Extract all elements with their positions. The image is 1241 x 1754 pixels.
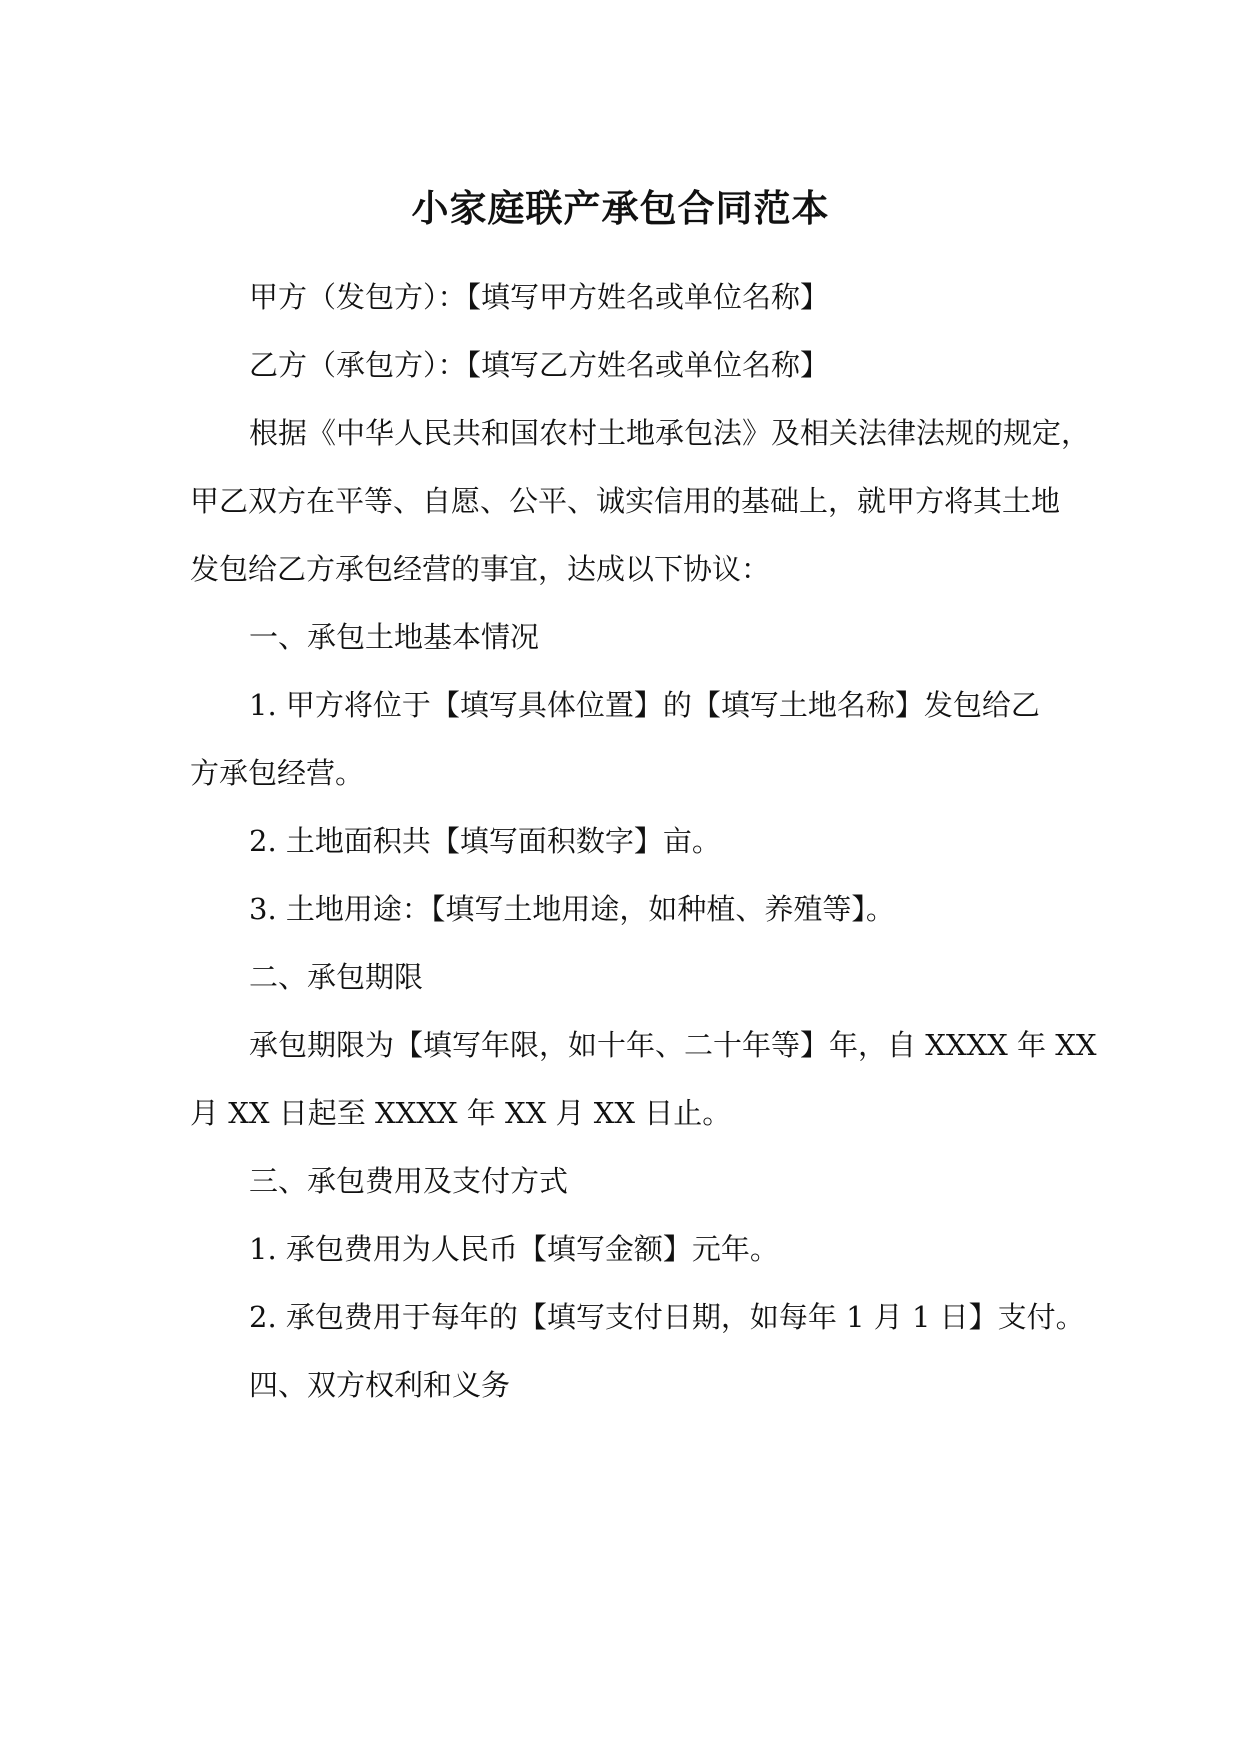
term-line-2: 月 XX 日起至 XXXX 年 XX 月 XX 日止。 [190, 1096, 732, 1130]
clause-1-3: 3. 土地用途：【填写土地用途，如种植、养殖等】。 [249, 892, 895, 926]
clause-3-1: 1. 承包费用为人民币【填写金额】元年。 [249, 1232, 779, 1266]
preamble-line-1: 根据《中华人民共和国农村土地承包法》及相关法律法规的规定， [249, 416, 1091, 450]
clause-1-2: 2. 土地面积共【填写面积数字】亩。 [249, 824, 721, 858]
clause-3-2: 2. 承包费用于每年的【填写支付日期，如每年 1 月 1 日】支付。 [249, 1300, 1085, 1334]
section-3-heading: 三、承包费用及支付方式 [249, 1164, 569, 1198]
party-a-line: 甲方（发包方）：【填写甲方姓名或单位名称】 [249, 280, 830, 314]
preamble-line-3: 发包给乙方承包经营的事宜，达成以下协议： [190, 552, 771, 586]
section-2-heading: 二、承包期限 [249, 960, 424, 994]
clause-1-1-line-1: 1. 甲方将位于【填写具体位置】的【填写土地名称】发包给乙 [249, 688, 1040, 722]
section-4-heading: 四、双方权利和义务 [249, 1368, 511, 1402]
clause-1-1-line-2: 方承包经营。 [190, 756, 365, 790]
document-title: 小家庭联产承包合同范本 [411, 186, 830, 230]
section-1-heading: 一、承包土地基本情况 [249, 620, 540, 654]
party-b-line: 乙方（承包方）：【填写乙方姓名或单位名称】 [249, 348, 830, 382]
term-line-1: 承包期限为【填写年限，如十年、二十年等】年，自 XXXX 年 XX [249, 1028, 1097, 1062]
preamble-line-2: 甲乙双方在平等、自愿、公平、诚实信用的基础上，就甲方将其土地 [190, 484, 1061, 518]
